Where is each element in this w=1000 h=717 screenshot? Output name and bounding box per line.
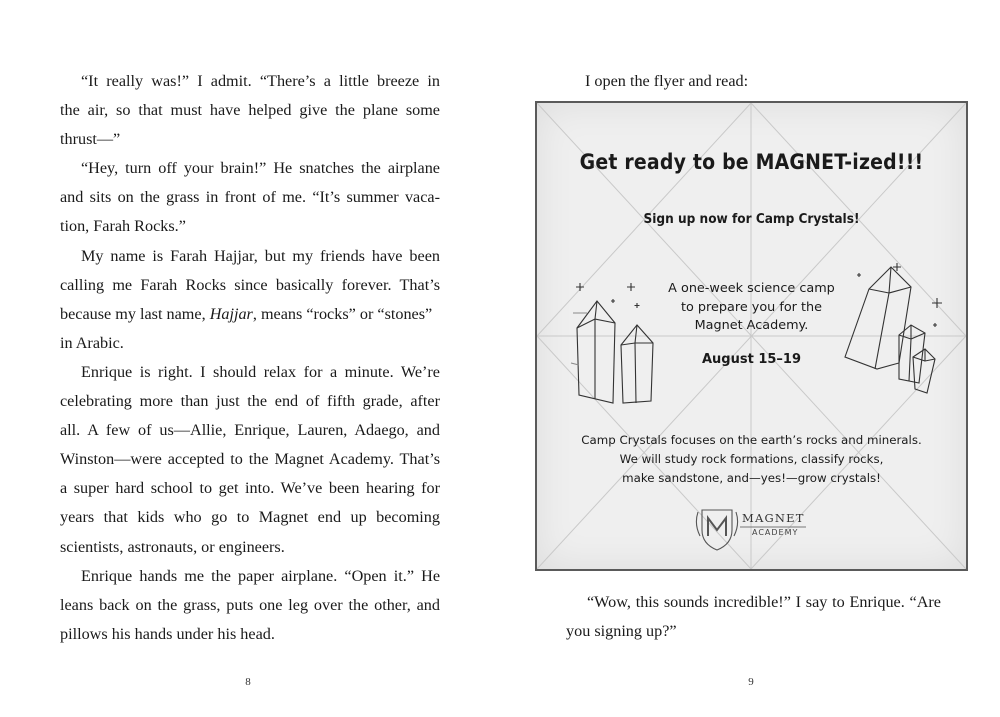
camp-flyer [535, 101, 968, 571]
flyer-footer [537, 431, 966, 488]
logo-sub: ACADEMY [752, 528, 799, 537]
intro-line: I open the flyer and read: [585, 72, 749, 90]
text-line: you signing up?” [566, 622, 677, 641]
text-fragment: because my last name, [60, 304, 210, 323]
footer-line: Camp Crystals focuses on the earth’s rocks and minerals. [581, 433, 922, 447]
text-line: tion, Farah Rocks.” [60, 217, 186, 236]
footer-line: make sandstone, and—yes!—grow crystals! [622, 471, 881, 485]
text-line: Winston—were accepted to the Magnet Academy. That’s [60, 450, 440, 469]
description-line: A one-week science camp [668, 281, 835, 296]
text-line: My name is Farah Hajjar, but my friends have been [81, 246, 440, 265]
right-page [500, 0, 1000, 717]
page-number: 8 [245, 676, 251, 688]
flyer-subtitle: Sign up now for Camp Crystals! [643, 211, 860, 227]
text-line: Enrique is right. I should relax for a minute. We’re [81, 362, 440, 381]
crest-icon [694, 502, 740, 552]
magnet-academy-logo [694, 502, 814, 552]
text-line: the air, so that must have helped give the plane some [60, 101, 440, 120]
page-number: 9 [748, 676, 754, 688]
text-line: calling me Farah Rocks since basically forever. That’s [60, 275, 440, 294]
text-line: “Wow, this sounds incredible!” I say to Enrique. “Are [587, 593, 941, 611]
description-line: to prepare you for the [680, 299, 823, 315]
flyer-title: Get ready to be MAGNET-ized!!! [579, 150, 924, 174]
footer-line: We will study rock formations, classify rocks, [619, 452, 884, 466]
text-line: thrust—” [60, 130, 121, 149]
after-flyer-text [566, 588, 941, 646]
text-line [60, 300, 440, 329]
description-line: Magnet Academy. [694, 318, 809, 333]
text-line: in Arabic. [60, 333, 124, 352]
text-line: all. A few of us—Allie, Enrique, Lauren, Adaego, and [60, 421, 440, 440]
text-line: scientists, astronauts, or engineers. [60, 537, 285, 556]
text-line: “Hey, turn off your brain!” He snatches the airplane [81, 159, 440, 178]
text-fragment: , means “rocks” or “stones” [252, 304, 433, 323]
left-page-text [60, 67, 440, 649]
italic-name: Hajjar [209, 304, 253, 323]
text-line: pillows his hands under his head. [60, 624, 275, 643]
logo-word: MAGNET [742, 511, 805, 525]
crystal-cluster-left-icon [565, 253, 665, 413]
text-line: leans back on the grass, puts one leg over the other, and [60, 595, 440, 614]
text-line: years that kids who go to Magnet end up becoming [60, 508, 440, 527]
crystal-cluster-right-icon [839, 253, 949, 403]
text-line: “It really was!” I admit. “There’s a little breeze in [81, 72, 440, 90]
text-line: a super hard school to get into. We’ve been hearing for [60, 479, 440, 498]
text-line: Enrique hands me the paper airplane. “Open it.” He [81, 566, 440, 585]
text-line: celebrating more than just the end of fifth grade, after [60, 392, 440, 411]
text-line: and sits on the grass in front of me. “It’s summer vaca- [60, 188, 440, 207]
flyer-dates: August 15–19 [701, 352, 802, 367]
